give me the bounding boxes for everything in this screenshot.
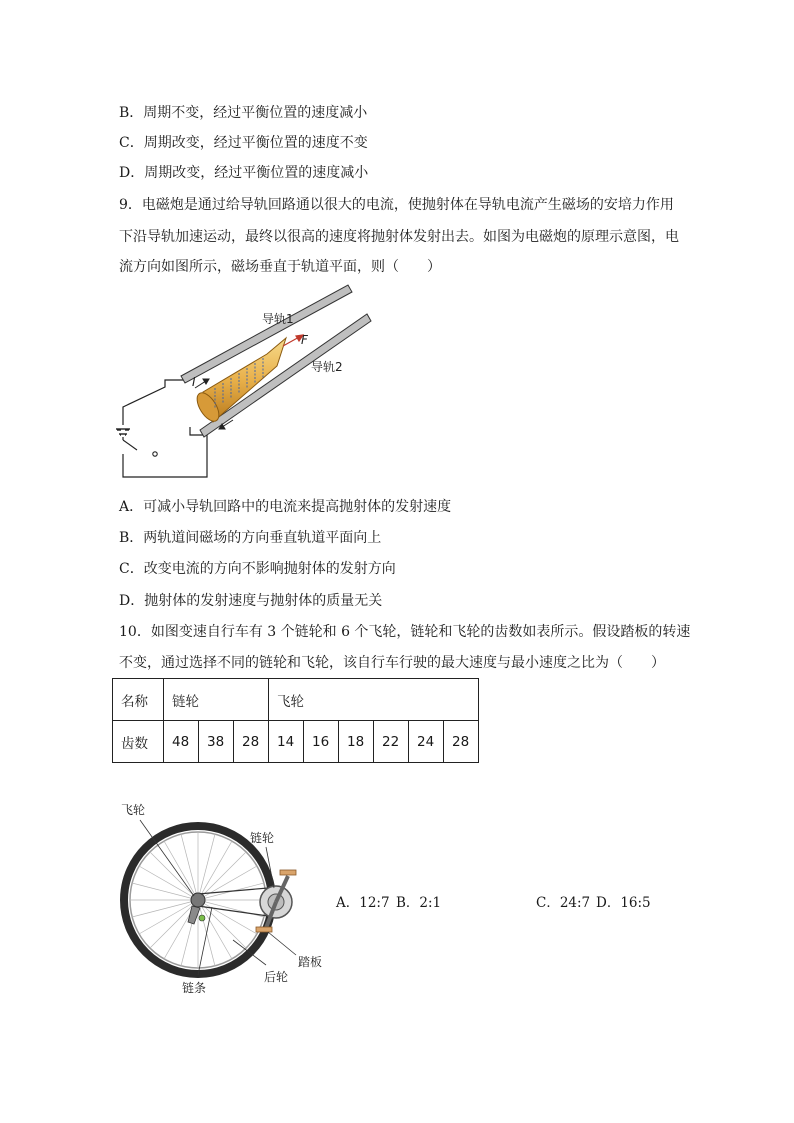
chainring-teeth-cell: 38 [199,721,234,763]
q8-option-c: C．周期改变，经过平衡位置的速度不变 [119,135,368,151]
pedal-label: 踏板 [298,955,323,969]
chainring-teeth-cell: 28 [234,721,269,763]
q8-option-b: B．周期不变，经过平衡位置的速度减小 [119,105,368,121]
q10-stem-line-2: 不变，通过选择不同的链轮和飞轮，该自行车行驶的最大速度与最小速度之比为（ ） [119,655,665,671]
force-label: F [301,333,308,347]
bicycle-figure [118,800,343,1000]
flywheel-teeth-cell: 18 [339,721,374,763]
q9-option-a: A．可减小导轨回路中的电流来提高抛射体的发射速度 [119,499,452,515]
q10-option-d: D．16:5 [596,895,651,911]
header-name-cell: 名称 [113,679,164,721]
flywheel-label: 飞轮 [121,803,146,817]
flywheel [188,893,205,924]
flywheel-teeth-cell: 24 [409,721,444,763]
rail-1-label: 导轨1 [262,312,294,326]
q9-option-b: B．两轨道间磁场的方向垂直轨道平面向上 [119,530,382,546]
railgun-figure [115,280,385,485]
chain-label: 链条 [182,981,207,995]
flywheel-teeth-cell: 22 [374,721,409,763]
q9-stem-line-3: 流方向如图所示，磁场垂直于轨道平面，则（ ） [119,259,441,275]
table-row [113,721,479,763]
q9-stem-line-2: 下沿导轨加速运动，最终以很高的速度将抛射体发射出去。如图为电磁炮的原理示意图，电 [119,229,679,245]
chainring-header-cell: 链轮 [164,679,269,721]
flywheel-teeth-cell: 28 [444,721,479,763]
q10-option-a: A．12:7 [336,895,390,911]
q9-stem-line-1: 9．电磁炮是通过给导轨回路通以很大的电流，使抛射体在导轨电流产生磁场的安培力作用 [119,197,674,213]
rear-wheel-label: 后轮 [264,970,289,984]
chainring-teeth-cell: 48 [164,721,199,763]
q10-option-c: C．24:7 [536,895,591,911]
teeth-label-cell: 齿数 [113,721,164,763]
switch-symbol [123,440,157,456]
q9-option-d: D．抛射体的发射速度与抛射体的质量无关 [119,593,383,609]
flywheel-teeth-cell: 14 [269,721,304,763]
chainring-label: 链轮 [250,831,275,845]
table-row [113,679,479,721]
q8-option-d: D．周期改变，经过平衡位置的速度减小 [119,165,369,181]
q9-option-c: C．改变电流的方向不影响抛射体的发射方向 [119,561,396,577]
rail-2-label: 导轨2 [311,360,343,374]
gear-teeth-table [112,678,479,763]
circuit-wire [123,380,207,477]
q10-stem-line-1: 10．如图变速自行车有 3 个链轮和 6 个飞轮，链轮和飞轮的齿数如表所示。假设踏板的转速 [119,624,691,640]
flywheel-header-cell: 飞轮 [269,679,479,721]
flywheel-teeth-cell: 16 [304,721,339,763]
current-label: I [192,375,196,389]
force-arrow [283,335,303,346]
chain [198,888,268,916]
q10-option-b: B．2:1 [396,895,442,911]
rail-2 [200,314,371,437]
